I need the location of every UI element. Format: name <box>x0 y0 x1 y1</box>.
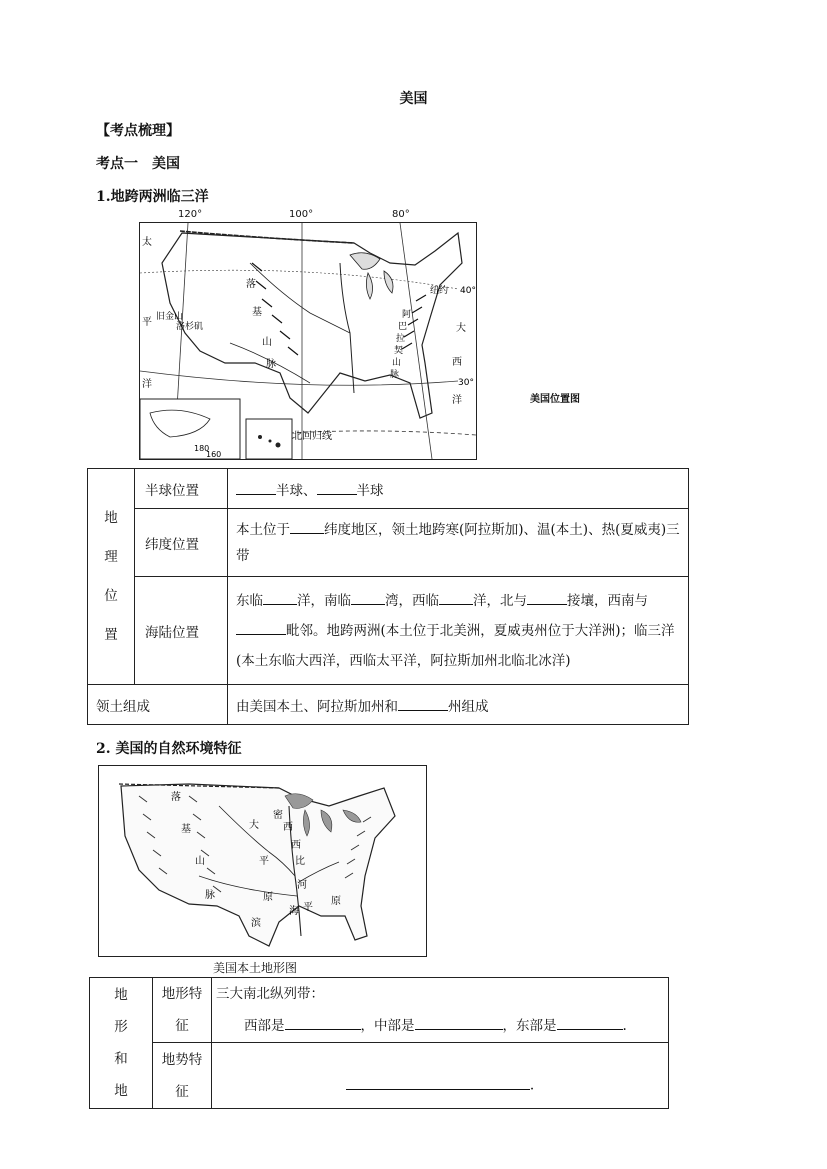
label-sf: 旧金山 <box>156 312 184 322</box>
page-title: 美国 <box>399 91 428 107</box>
miss-char-1: 密 <box>273 810 283 821</box>
rocky-char-3: 山 <box>195 856 205 867</box>
label-tropic: 北回归线 <box>292 431 332 442</box>
appalachian-char-5: 山 <box>392 358 402 368</box>
terrain-table <box>89 977 669 1109</box>
rocky-char-3: 山 <box>262 337 272 348</box>
pacific-char-1: 太 <box>142 237 152 248</box>
latitude-content: 本土位于 纬度地区，领土地跨寒(阿拉斯加)、温(本土)、热(夏威夷)三带 <box>228 509 689 577</box>
label-inset-num-1: 180 <box>194 444 210 453</box>
rocky-char-2: 基 <box>252 307 262 318</box>
pacific-char-2: 平 <box>142 317 152 328</box>
elevation-feature-label: 地势特 征 <box>153 1043 212 1109</box>
lat-label-40: 40° <box>460 286 476 296</box>
latitude-label: 纬度位置 <box>135 509 228 577</box>
plain-char-1: 大 <box>249 820 259 831</box>
appalachian-char-1: 阿 <box>402 310 412 320</box>
appalachian-char-6: 脉 <box>390 370 400 380</box>
sea-land-label: 海陆位置 <box>135 577 228 685</box>
map2-caption: 美国本土地形图 <box>213 961 298 975</box>
location-table <box>87 468 689 725</box>
label-inset-num-2: 160 <box>206 450 222 459</box>
coastal-char-3: 平 <box>303 902 313 913</box>
label-la: 洛杉矶 <box>176 322 204 332</box>
appalachian-char-3: 拉 <box>396 334 406 344</box>
topic-heading: 考点一 美国 <box>96 156 180 172</box>
plain-char-3: 原 <box>263 892 273 903</box>
subheading-environment: 2. 美国的自然环境特征 <box>96 741 242 757</box>
appalachian-char-2: 巴 <box>398 322 408 332</box>
atlantic-char-3: 洋 <box>452 395 462 406</box>
miss-char-5: 河 <box>297 880 307 891</box>
map1-caption: 美国位置图 <box>530 394 580 405</box>
sea-land-content: 东临 洋，南临 湾，西临 洋，北与 接壤，西南与毗邻。地跨两洲(本土位于北美洲，夏威夷州位于大洋洲)；临三洋(本土东临大西洋，西临太平洋，阿拉斯加州北临北冰洋) <box>228 577 689 685</box>
lat-label-30: 30° <box>458 378 474 388</box>
territory-content: 由美国本土、阿拉斯加州和 州组成 <box>228 685 689 725</box>
us-terrain-map <box>98 765 427 957</box>
miss-char-4: 比 <box>295 856 305 867</box>
coastal-char-4: 原 <box>331 896 341 907</box>
label-newyork: 纽约 <box>430 286 449 296</box>
us-location-map <box>139 222 477 460</box>
rocky-char-4: 脉 <box>266 359 276 370</box>
miss-char-2: 西 <box>283 822 293 833</box>
plain-char-2: 平 <box>259 856 269 867</box>
rocky-char-1: 落 <box>246 279 256 290</box>
pacific-char-3: 洋 <box>142 379 152 390</box>
coastal-char-1: 滨 <box>251 918 261 929</box>
territory-label: 领土组成 <box>88 685 228 725</box>
elevation-feature-content: . <box>212 1043 669 1109</box>
miss-char-3: 西 <box>291 840 301 851</box>
lon-label-120: 120° <box>178 209 203 220</box>
terrain-left-cell: 地 形 和 地 <box>90 978 153 1109</box>
section-heading: 【考点梳理】 <box>96 123 180 139</box>
terrain-feature-content: 三大南北纵列带： 西部是 ，中部是 ，东部是 . <box>212 978 669 1043</box>
appalachian-char-4: 契 <box>394 346 404 356</box>
rocky-char-1: 落 <box>171 792 181 803</box>
atlantic-char-2: 西 <box>452 357 462 368</box>
lon-label-80: 80° <box>392 209 410 220</box>
terrain-feature-label: 地形特 征 <box>153 978 212 1043</box>
rocky-char-4: 脉 <box>205 890 215 901</box>
coastal-char-2: 海 <box>289 906 299 917</box>
hemisphere-label: 半球位置 <box>135 469 228 509</box>
hemisphere-content: 半球、 半球 <box>228 469 689 509</box>
atlantic-char-1: 大 <box>456 323 466 334</box>
geo-location-cell: 地 理 位 置 <box>88 469 135 685</box>
lon-label-100: 100° <box>289 209 314 220</box>
subheading-location: 1.地跨两洲临三洋 <box>96 189 209 205</box>
rocky-char-2: 基 <box>181 824 191 835</box>
